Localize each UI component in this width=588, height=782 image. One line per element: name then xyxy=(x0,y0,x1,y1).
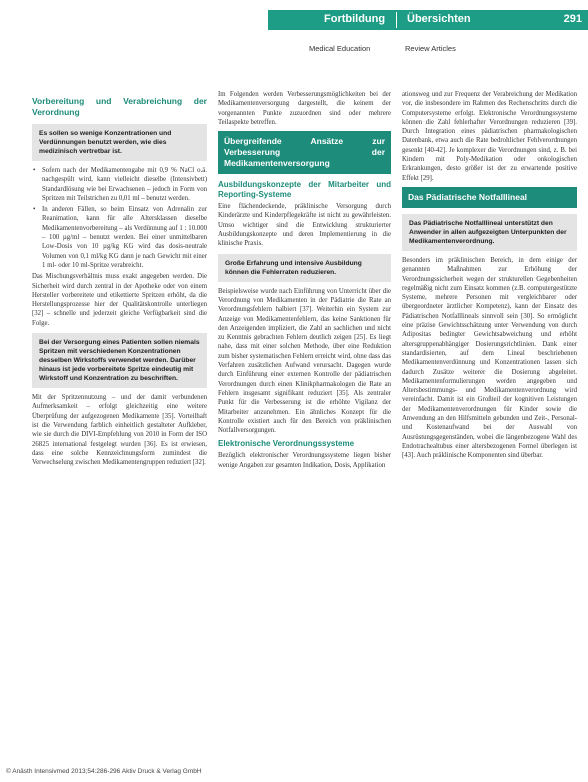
highlight-box: Das Pädiatrische Notfalllineal unterstützt den Anwender in allen aufgezeigten Unterpunkten der Medikamentenverordnung. xyxy=(402,214,577,251)
column-2 xyxy=(218,90,391,473)
paragraph: Bezüglich elektronischer Verordnungssysteme liegen bisher wenige Angaben zur gesamten Indikation, Dosis, Applikation xyxy=(218,452,391,469)
paragraph: Mit der Spritzennutzung – und der damit verbundenen Aufmerksamkeit – erfolgt gleichzeitig eine weitere Überprüfung der aufgezogenen Medikamente [35]. Vorteilhaft ist die Verwendung farblich einheitlich gestalteter Aufkleber, wie sie durch die DIVI-Empfehlung von 2010 in Form der ISO 26825 international festgelegt wurden [36]. Es ist erwiesen, dass eine solche Kennzeichnungsform zumindest die Verwechselung zwischen Medikamentengruppen reduziert [32]. xyxy=(32,394,207,467)
paragraph: Eine flächendeckende, präklinische Versorgung durch Kinderärzte und Kinderpflegekräfte ist nicht zu gewährleisten. Umso wichtiger sind die Entwicklung strukturierter Ausbildungskonzepte und deren Implementierung in die klinische Praxis. xyxy=(218,203,391,248)
paragraph: Beispielsweise wurde nach Einführung von Unterricht über die Verordnung von Medikamenten in der Pädiatrie die Rate an Verordnungsfehlern halbiert [37]. Weiterhin ein System zur Anzeige von Medikamentenfehlern, das keine Sanktionen für den Anzeigenden impliziert, die Zahl an sachlichen und nicht zu Kenntnis gebrachten Fehlern deutlich zeigen [25]. Es liegt nahe, dass mit einer solchen Methode, über eine Reduktion zum bisher systematischen Fehlern erreicht wird, ohne dass das Verfahren zusätzlichen Aufwand verursacht. Dagegen wurde durch Einführung einer externen Kontrolle der pädiatrischen Verordnungen durch einen Klinikpharmakologen die Rate an Fehlern insgesamt signifikant reduziert [35]. Als zentraler Punkt für die Verbesserung ist die erhöhte Vigilanz der Mitarbeiter anzunehmen. Ein ähnliches Konzept für die Kontrolle existiert auch für den Bereich von präklinischen Notfallversorgungen. xyxy=(218,287,391,435)
paragraph: Das Mischungsverhältnis muss exakt angegeben werden. Die Sicherheit wird durch zentral in der Apotheke oder von einem Hersteller vorbereitete und etikettierte Spritzen erhöht, da die Herstellungsprozesse hier der Qualitätskontrolle unterliegen [32] – schnelle und jederzeit gleiche Verfügbarkeit sind die Folge. xyxy=(32,273,207,327)
section-heading-box: Das Pädiatrische Notfalllineal xyxy=(402,187,577,208)
list-item: • In anderen Fällen, so beim Einsatz von Adrenalin zur Reanimation, kann für alle Altersklassen dieselbe Medikamentenvorbereitung – als Verdünnung auf 1 : 10.000 – 100 µg/ml – benutzt werden. Bei einer unmittelbaren Low-Dosis von 10 µg/kg KG wird das dosis-neutrale Volumen von 0,1 ml/kg KG dann je nach Gewicht mit einer 1 ml- oder 10 ml-Spritze verabreicht. xyxy=(32,205,207,270)
bullet-list xyxy=(32,166,207,270)
subsection-heading: Ausbildungskonzepte der Mitarbeiter und Reporting-Systeme xyxy=(218,180,391,200)
page-number: 291 xyxy=(563,13,582,25)
section-label-right: Übersichten xyxy=(407,13,471,25)
page-header xyxy=(0,0,588,30)
section-heading-box: Übergreifende Ansätze zur Verbesserung der Medikamentenversorgung xyxy=(218,131,391,174)
subsection-heading: Elektronische Verordnungssysteme xyxy=(218,439,355,449)
highlight-box: Große Erfahrung und intensive Ausbildung können die Fehlerraten reduzieren. xyxy=(218,254,391,282)
list-item: • Sofern nach der Medikamentengabe mit 0,9 % NaCl o.ä. nachgespült wird, kann vielleicht dieselbe (Intensivbett) Standardlösung wie bei Erwachsenen – jedoch in Form von Spritzen mit Teilstrichen zu 0,01 ml – benutzt werden. xyxy=(32,166,207,203)
header-separator xyxy=(396,12,397,28)
highlight-box: Bei der Versorgung eines Patienten sollen niemals Spritzen mit verschiedenen Konzentrationen desselben Wirkstoffs verwendet werden. Darüber hinaus ist jede vorbereitete Spritze eindeutig mit Wirkstoff und Konzentration zu beschriften. xyxy=(32,333,207,388)
section-heading: Vorbereitung und Verabreichung der Verordnung xyxy=(32,96,207,117)
highlight-box: Es sollen so wenige Konzentrationen und Verdünnungen benutzt werden, wie dies medizinisch vertretbar ist. xyxy=(32,124,207,161)
section-label-left: Fortbildung xyxy=(324,13,386,25)
paragraph: Besonders im präklinischen Bereich, in dem einige der genannten Maßnahmen zur Erhöhung der Verordnungssicherheit wegen der strukturellen Gegebenheiten regelmäßig nicht zum Einsatz kommen (z.B. computergestützte Systeme, mehrere Personen mit vergleichbarer oder übergeordneter ärztlicher Kompetenz), kann der Einsatz des Pädiatrischen Notfalllineals sinnvoll sein [30]. So ermöglicht eine präzise Gewichtsschätzung unter Verwendung von durch Adipositas bedingter Gewichtsabweichung und erhöht altersgruppenabhängiger Dosierungsrichtlinien. Dank einer standardisierten, auf dem Lineal beschriebenen Medikamentenverdünnung und Konzentrationen lassen sich dadurch Zusätze weiterer die Dosierung abgeleitet. Medikamentenformulierungen werden angegeben und Altersbestimmungs- und Medikamentenverordnung wird vereinfacht. Damit ist ein Großteil der kognitiven Leistungen der Medikamentenverordnungen für Kinder sowie die Anwendung an den Hilfsmitteln gebunden und Zeit-, Personal- und Kostenaufwand bei der Auswahl von Ausrüstungsgegenständen, wobei die längenbezogene Wahl des Endotrachealtubus einer altersbezogenen Formel überlegen ist [43]. Auch präklinische Komponenten sind überbar. xyxy=(402,256,577,460)
subheading-left: Medical Education xyxy=(309,44,371,53)
column-1 xyxy=(32,96,207,470)
column-3 xyxy=(402,90,577,464)
paragraph: Im Folgenden werden Verbesserungsmöglichkeiten bei der Medikamentenversorgung dargestellt, die keinem der vorgenannten Punkte zuzuordnen sind oder mehrere Teilaspekte betreffen. xyxy=(218,91,391,126)
page-footer: © Anästh Intensivmed 2013;54:286-296 Aktiv Druck & Verlag GmbH xyxy=(6,768,202,775)
paragraph: ationsweg und zur Frequenz der Verabreichung der Medikation vor, die insbesondere im Rahmen des Rechenschritts durch die Computersysteme erfolgt. Elektronische Verordnungssysteme können die Zahl fehlerhafter Verordnungen reduzieren [39]. Durch Integration eines pädiatrischen pharmakologischen Datenbank, etwa auch die Rate bedrohlicher Fehlverordnungen gesenkt [40-42]. Je komplexer die Verordnungen sind, z. B. bei Kindern mit Poly-Medikation oder onkologischen Erkrankungen, desto größer ist der zu erwartende positive Effekt [29]. xyxy=(402,91,577,182)
subheading-right: Review Articles xyxy=(405,44,456,53)
